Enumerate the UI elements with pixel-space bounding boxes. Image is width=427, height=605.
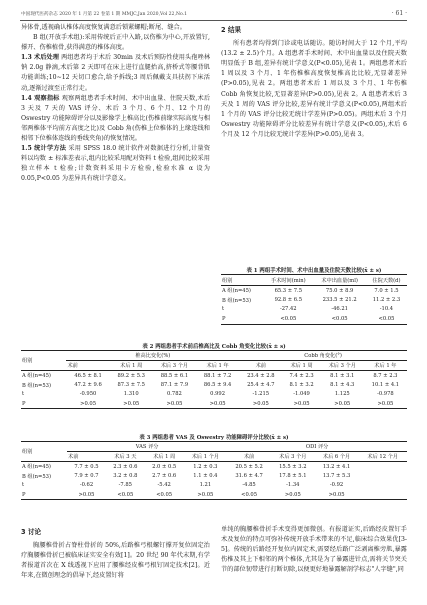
table-cell: 92.8 ± 6.5 [274,297,303,304]
table-3-grid [21,441,407,500]
table-header-cell: 术前 [239,361,282,371]
table-group-header-row [21,351,407,361]
table-cell: t [22,391,25,398]
table-cell: -10.4 [379,306,394,313]
table-row [21,462,407,472]
table-group-header: ODI 评分 [227,442,407,452]
table-cell: 1.125 [334,391,350,398]
table-cell: 7.4 ± 2.3 [289,372,314,379]
table-cell: >0.05 [334,400,351,407]
table-cell: >0.05 [78,491,95,498]
table-cell: 87.3 ± 7.5 [117,382,145,389]
table-cell: t [22,482,25,489]
table-cell: 88.5 ± 6.1 [160,372,189,379]
table-row [21,390,407,399]
table-header-cell: 术后 1 个月 [184,452,228,462]
table-cell: 8.7 ± 2.3 [373,372,398,379]
table-cell: -4.85 [242,482,256,489]
table-header-cell: 术后 3 天 [106,452,145,462]
paragraph: 所有患者均得到门诊或电话随访。随访时间大于 12 个月,平均(13.2 ± 2.5)个月。A 组患者手术时间、术中出血量以及住院天数明显低于 B 组,差异有统计学意义(P<0.05),见表 1。两组患者术后 1 周以及 3 个月、1 年伤椎椎高度恢复椎高比比较,无显著差异(P>0.05),见表 2。两组患者术后 1 周以及 3 个月、1 年伤椎 Cobb 角恢复比较,无显著差异(P>0.05),见表 2。A 组患者术后 3 天及 1 周的 VAS 评分比较,差异有统计学意义(P<0.05),两组术后 1 个月的 VAS 评分比较无统计学差异(P>0.05)。两组术后 3 个月 Oswestry 功能障碍评分比较差异有统计学意义(P<0.05),术后 6 个月及 12 个月比较无统计学差异(P>0.05),见表 3。 [221,40,407,138]
table-cell: 233.5 ± 21.2 [322,297,357,304]
table-cell: 25.4 ± 4.7 [247,382,275,389]
page-number: · 61 · [391,10,407,17]
table-cell: >0.05 [252,400,269,407]
table-cell: A 组(n=45) [22,373,51,380]
table-cell: 7.0 ± 1.5 [374,287,399,294]
table-3 [21,433,407,500]
paragraph: 两组患者均于术后 30min 及术后预防性使用头孢唑林钠 2.0g 静滴,术后第 2 天即可在床上进行直腿抬高,挤桥式等腰背肌功能训练;10~12 天切口愈合,给予拆线;3 周后佩戴支具扶拐下床活动,逐渐过渡至正常行走。 [21,54,211,92]
table-3-caption: 表 3 两组患者 VAS 及 Oswestry 功能障碍评分比较(x̄ ± s) [139,435,289,441]
table-cell [358,481,407,490]
table-cell: <0.05 [280,315,297,322]
subheading-postop: 1.3 术后处理 [21,54,60,62]
table-2-caption: 表 2 两组患者手术前后椎高比及 Cobb 角变化比较(x̄ ± s) [142,344,286,350]
table-cell: 8.1 ± 3.2 [289,382,314,389]
table-header-cell: 手术时间(min) [263,275,313,286]
table-2 [21,342,407,409]
table-cell: 31.6 ± 4.7 [235,473,263,480]
table-cell: 7.9 ± 0.7 [74,473,99,480]
table-cell: 1.1 ± 0.4 [193,473,218,480]
table-header-cell: 住院天数(d) [366,275,407,286]
table-cell: -0.950 [79,391,97,398]
table-cell: A 组(n=45) [22,464,51,471]
paragraph: 胸腰椎骨折占脊柱骨折的 50%,后路椎弓根螺钉撑开复位固定治疗胸腰椎骨折已被临床证实安全有效[1]。20 世纪 90 年代末期,有学者报道首次在 X 线透视下应用了腰椎经皮椎弓根钉固定技术[2]。近年来,在微创理念的倡导下,经皮置钉将 [21,542,210,580]
table-cell: 86.5 ± 9.4 [203,382,232,389]
table-row [21,472,407,481]
table-row [21,381,407,390]
table-cell: 75.0 ± 8.9 [325,287,354,294]
table-cell: >0.05 [377,400,394,407]
table-cell: 13.2 ± 4.1 [322,463,351,470]
table-cell: <0.05 [156,491,173,498]
table-cell [358,462,407,472]
table-row [21,371,407,381]
table-header-cell: 术前 [67,452,106,462]
table-cell: 2.3 ± 0.6 [113,463,138,470]
table-cell: 2.0 ± 0.5 [152,463,177,470]
table-cell: >0.05 [197,491,214,498]
table-header-cell: 组别 [221,275,263,286]
table-1 [221,266,407,325]
table-cell: B 组(n=53) [22,473,51,480]
table-header-cell: 术后 3 个月 [153,361,196,371]
table-cell: -1.049 [293,391,310,398]
table-group-header-row [21,442,407,452]
table-header-cell: 组别 [21,442,67,462]
table-header-cell: 术后 1 周 [145,452,184,462]
table-cell: t [222,306,225,313]
table-cell: 13.7 ± 5.3 [322,473,351,480]
table-row [21,481,407,490]
table-header-cell: 术后 3 个月 [321,361,364,371]
discussion-left [21,525,210,581]
table-cell: -7.85 [118,482,132,489]
table-cell: -5.42 [157,482,171,489]
header-rule [20,20,407,21]
table-cell: >0.05 [166,400,183,407]
table-header-row [21,452,407,462]
paragraph: 采用 SPSS 18.0 统计软件对数据进行分析,计量资料以均数 ± 标准差表示,组内比较采用配对资料 t 检验,组间比较采用独立样本 t 检验;计数资料采用卡方检验,检验水准 α 设为 0.05,P<0.05 为差异具有统计学意义。 [21,145,211,183]
table-cell: 47.2 ± 9.6 [74,382,102,389]
left-column [21,23,210,185]
table-cell: 11.2 ± 2.3 [372,297,401,304]
table-group-header: Cobb 角变化(°) [239,351,407,361]
table-cell: >0.05 [293,400,310,407]
subheading-statistics: 1.5 统计学方法 [21,145,67,153]
table-header-cell: 术后 12 个月 [358,452,407,462]
table-cell: <0.05 [117,491,134,498]
table-2-grid [21,350,407,409]
table-header-cell: 术后 1 周 [282,361,320,371]
table-cell: >0.05 [123,400,140,407]
table-cell: 15.5 ± 3.2 [279,463,307,470]
table-group-header: VAS 评分 [67,442,227,452]
table-cell: 17.8 ± 5.1 [279,473,307,480]
table-cell: -0.978 [377,391,394,398]
table-header-cell: 术中出血量(ml) [313,275,366,286]
table-cell: >0.05 [80,400,96,407]
table-cell: 1.2 ± 0.3 [193,463,218,470]
table-row [221,314,407,324]
table-cell: 0.992 [210,391,226,398]
table-cell: P [22,400,26,407]
table-cell: -27.42 [279,306,297,313]
paragraph: 异体骨,透视确认椎体高度恢复满意后锁紧螺帽;断尾、缝合。 [21,24,186,31]
table-cell: 65.3 ± 7.5 [274,287,303,294]
section-observation [21,94,210,144]
table-cell: 20.5 ± 5.2 [235,463,263,470]
table-row [221,295,407,304]
table-1-caption: 表 1 两组手术时间、术中出血量及住院天数比较(x̄ ± s) [246,268,382,274]
table-group-header: 椎高比变化(%) [66,351,239,361]
table-cell: -0.62 [79,482,94,489]
table-cell: -1.215 [252,391,270,398]
table-cell: 87.1 ± 7.9 [160,382,189,389]
table-cell: -1.34 [286,482,300,489]
table-header-cell: 术前 [66,361,109,371]
table-cell: <0.05 [331,315,348,322]
table-cell: >0.05 [328,491,345,498]
table-header-row [21,361,407,371]
table-cell [358,472,407,481]
table-cell [358,490,407,500]
table-header-cell: 术后 1 年 [196,361,239,371]
table-cell: B 组(n=53) [22,382,51,389]
results-heading: 2 结果 [221,26,242,34]
table-header-row [221,275,407,286]
table-cell: 1.21 [199,482,212,489]
section-statistics [21,144,210,184]
table-cell: B 组(n=53) [222,297,251,304]
journal-header: 中国现代医药杂志 2020 年 1 月第 22 卷第 1 期 MMJC,Jan 2020,Vol 22,No.1 [21,12,188,17]
paragraph: B 组(开放手术组):采用传统后正中入路,以伤椎为中心,开放置钉,撑开、伤椎植骨,获得满意的椎体高度。 [21,34,210,52]
table-cell: -46.21 [331,306,348,313]
table-header-cell: 术前 [227,452,271,462]
table-row [221,305,407,314]
table-cell: >0.05 [284,491,301,498]
table-cell: 3.2 ± 0.8 [113,473,138,480]
paragraph: 单纯的胸腰椎骨折手术变得更加微创。有报道证实,后路经皮置钉手术及复位的特点可弥补传统开放手术带来的不足,临床综合效果优[3-5]。传统的后路经开复位内固定术,需要经后路广泛剥离椎旁肌,暴露伤椎及其上下相邻的两个椎体,尤其是为了暴露进针点,需将关节突关节的部位韧带进行打断切除,以便更好地暴露解剖学标志"人字缝",同 [221,526,407,574]
table-cell: 23.4 ± 2.8 [247,372,275,379]
table-cell: >0.05 [209,400,226,407]
table-cell: 7.7 ± 0.5 [74,463,99,470]
table-cell: 1.310 [123,391,139,398]
paragraph: 观察两组患者手术时间、术中出血量、住院天数,术后 3 天及 7 天的 VAS 评分、术后 3 个月、6 个月、12 个月的 Oswestry 功能障碍评分以及影像学上椎高比(伤椎前缘实际高度与相邻两椎体平均前方高度之比)及 Cobb 角(伤椎上位椎体的上缘连线和相邻下位椎体连线的垂线夹角)的恢复情况。 [21,94,211,143]
table-cell: -0.92 [329,482,344,489]
table-cell: P [22,491,26,498]
table-cell: 46.5 ± 8.1 [74,372,102,379]
table-cell: <0.05 [241,491,258,498]
discussion-heading: 3 讨论 [21,528,42,536]
table-cell: 89.2 ± 5.3 [117,372,145,379]
table-cell: 88.1 ± 7.2 [203,372,232,379]
table-cell: 8.1 ± 3.1 [330,372,355,379]
discussion-right [221,525,407,575]
table-header-cell: 术后 3 个月 [271,452,315,462]
table-cell: 8.1 ± 4.3 [330,382,355,389]
table-header-cell: 术后 1 年 [364,361,407,371]
table-1-grid [221,274,407,325]
table-header-cell: 术后 6 个月 [315,452,359,462]
table-cell: 10.1 ± 4.1 [371,382,400,389]
subheading-observation: 1.4 观察指标 [21,94,60,102]
table-row [221,286,407,296]
table-header-cell: 术后 1 周 [110,361,153,371]
table-header-cell: 组别 [21,351,66,371]
table-cell: P [222,315,226,322]
right-column [221,23,407,140]
table-row [21,490,407,500]
table-cell: 2.7 ± 0.6 [152,473,177,480]
table-cell: <0.05 [378,315,395,322]
table-cell: 0.782 [166,391,182,398]
section-postop [21,53,210,93]
table-cell: A 组(n=45) [222,288,251,295]
table-row [21,399,407,409]
